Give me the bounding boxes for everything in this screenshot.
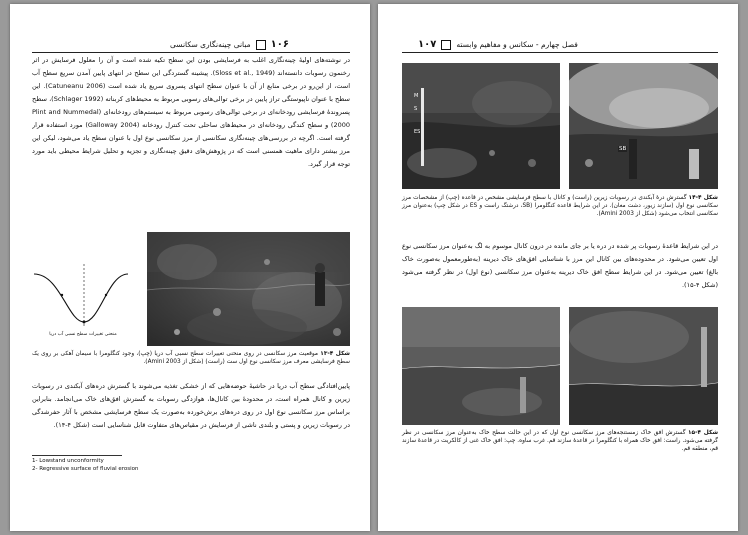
left-header-rule — [32, 52, 350, 53]
valley-cut-photo-right — [569, 63, 718, 189]
footnote-2: 2- Regressive surface of fluvial erosion — [32, 466, 139, 472]
right-figure-1-caption: شکل ۴-۱۴ گسترش درهٔ آبکندی در رسوبات زیرین (راست) و کانال با سطح فرسایشی مشخص در قاعده (چپ) از مشخصات مرز سکانسی نوع اول (سازند زیور، دشت مغان). در این شرایط قاعده کنگلومرا (SB، درشتگ راست و ES در شکل چپ) به‌عنوان مرز سکانسی انتخاب می‌شود (شکل از Amini 2003). — [402, 195, 719, 217]
right-figure-2-label: شکل ۴-۱۵ — [688, 430, 719, 436]
sb-mark: SB — [619, 146, 627, 152]
left-paragraph-2: پایین‌افتادگی سطح آب دریا در حاشیهٔ حوضه‌هایی که از خشکی تغذیه می‌شوند با گسترش دره‌های آبکندی در رسوبات زیرین و کانال همراه است، در محدودهٔ بین کانال‌ها، هوازدگی رسوبات به گسترش افق‌های خاک می‌انجامد. بنابراین براساس مرز سکانسی نوع اول در روی دره‌های برش‌خورده به‌صورت یک سطح فرسایشی مشخص با آثار حفرشدگی در رسوبات زیرین و پستی و بلندی ناشی از فرسایش در مقیاس‌های متفاوت قابل شناسایی است (شکل ۴-۱۴). — [32, 382, 350, 429]
left-page-header — [170, 39, 289, 50]
footnote-1: 1- Lowstand unconformity — [32, 458, 104, 464]
left-page-number: ۱۰۶ — [270, 39, 289, 50]
measuring-tape — [421, 88, 424, 166]
left-figure-caption: شکل ۴-۱۳ موقعیت مرز سکانسی در روی منحنی تغییرات سطح نسبی آب دریا (چپ)، وجود کنگلومرا با سیمان آهکی بر روی یک سطح فرسایشی معرف مرز سکانسی نوع اول ست (راست) (شکل از Amini 2003). — [32, 351, 351, 365]
left-page-running-title: مبانی چینه‌نگاری سکانسی — [170, 40, 251, 49]
photo-marks: M S ES — [414, 93, 421, 135]
valley-cut-photo-left — [402, 63, 560, 189]
right-figure-1-label: شکل ۴-۱۴ — [688, 195, 719, 201]
right-page — [378, 4, 738, 531]
right-page-number: ۱۰۷ — [418, 39, 437, 50]
paleosol-photo-left — [402, 307, 560, 425]
right-page-running-title: فصل چهارم - سکانس و مفاهیم وابسته — [456, 40, 578, 49]
right-page-header — [418, 39, 578, 50]
right-figure-2-caption: شکل ۴-۱۵ گسترش افق خاک زمستنجه‌های مرز سکانسی نوع اول که در این حالت سطح خاک به‌عنوان مرز سکانسی در نظر گرفته می‌شود. راست: افق خاک همراه با کنگلومرا در قاعدهٔ سازند قم. غرب ساوه. چپ: افق خاک غنی از کالکریت در قاعدهٔ سازند قم، منطقه قم. — [402, 430, 719, 452]
paleosol-photo-right — [569, 307, 718, 425]
curve-axis-label: منحنی تغییرات سطح نسبی آب دریا — [49, 332, 117, 337]
conglomerate-outcrop-photo — [147, 232, 350, 346]
sea-level-curve-diagram — [32, 262, 130, 334]
header-square-icon — [441, 40, 451, 50]
left-paragraph-1: در نوشته‌های اولیهٔ چینه‌نگاری اغلب به فرسایشی بودن این سطح تکیه شده است و آن را معلول فرسایش در اثر رخنمون رسوبات دانسته‌اند (Sloss et al., 1949). پیشینه گستردگی این سطح در انتهای پایین آمدن سریع سطح آب است، از این‌رو در برخی منابع از آن با عنوان سطح انتهای پسروی سریع یاد شده است (Catuneanu 2006). این سطح با عنوان ناپیوستگی تراز پایین در برخی توالی‌های رسوبی مربوط به محیط‌های کربناته (Schlager 1992)، سطح پسروندهٔ فرسایشی رودخانه‌ای در برخی توالی‌های رسوبی مربوط به سیستم‌های رودخانه‌ای (Plint and Nummedal 2000) و سطح کندگی رودخانه‌ای در محیط‌های ساحلی تحت کنترل رودخانه (Galloway 2004) مورد استفاده قرار گرفته است. اگرچه در بررسی‌های چینه‌نگاری سکانسی از مرز سکانسی نوع اول با عنوان سطح یاد می‌شود، لیکن این مرز بیشتر دارای ماهیت همسنی است که در پژوهش‌های دقیق چینه‌نگاری و تجزیه و تحلیل شرایط محیطی باید مورد توجه قرار گیرد. — [32, 56, 350, 168]
left-figure-label: شکل ۴-۱۳ — [320, 351, 351, 357]
right-header-rule — [402, 52, 718, 53]
right-paragraph: در این شرایط قاعدهٔ رسوبات پر شده در دره یا بر جای مانده در درون کانال موسوم به لگ به‌عنوان مرز سکانسی نوع اول تعیین می‌شود. در محدوده‌های بین کانال این مرز با شناسایی افق‌های خاک دیرینه (به‌طورمعمول به‌صورت خاک بالغ) تعیین می‌شود. در این شرایط سطح افق خاک دیرینه به‌عنوان مرز سکانسی (نوع اول) در نظر گرفته می‌شود (شکل ۴-۱۵). — [402, 242, 718, 289]
left-page — [10, 4, 370, 531]
header-square-icon — [256, 40, 266, 50]
footnote-rule — [32, 455, 122, 456]
